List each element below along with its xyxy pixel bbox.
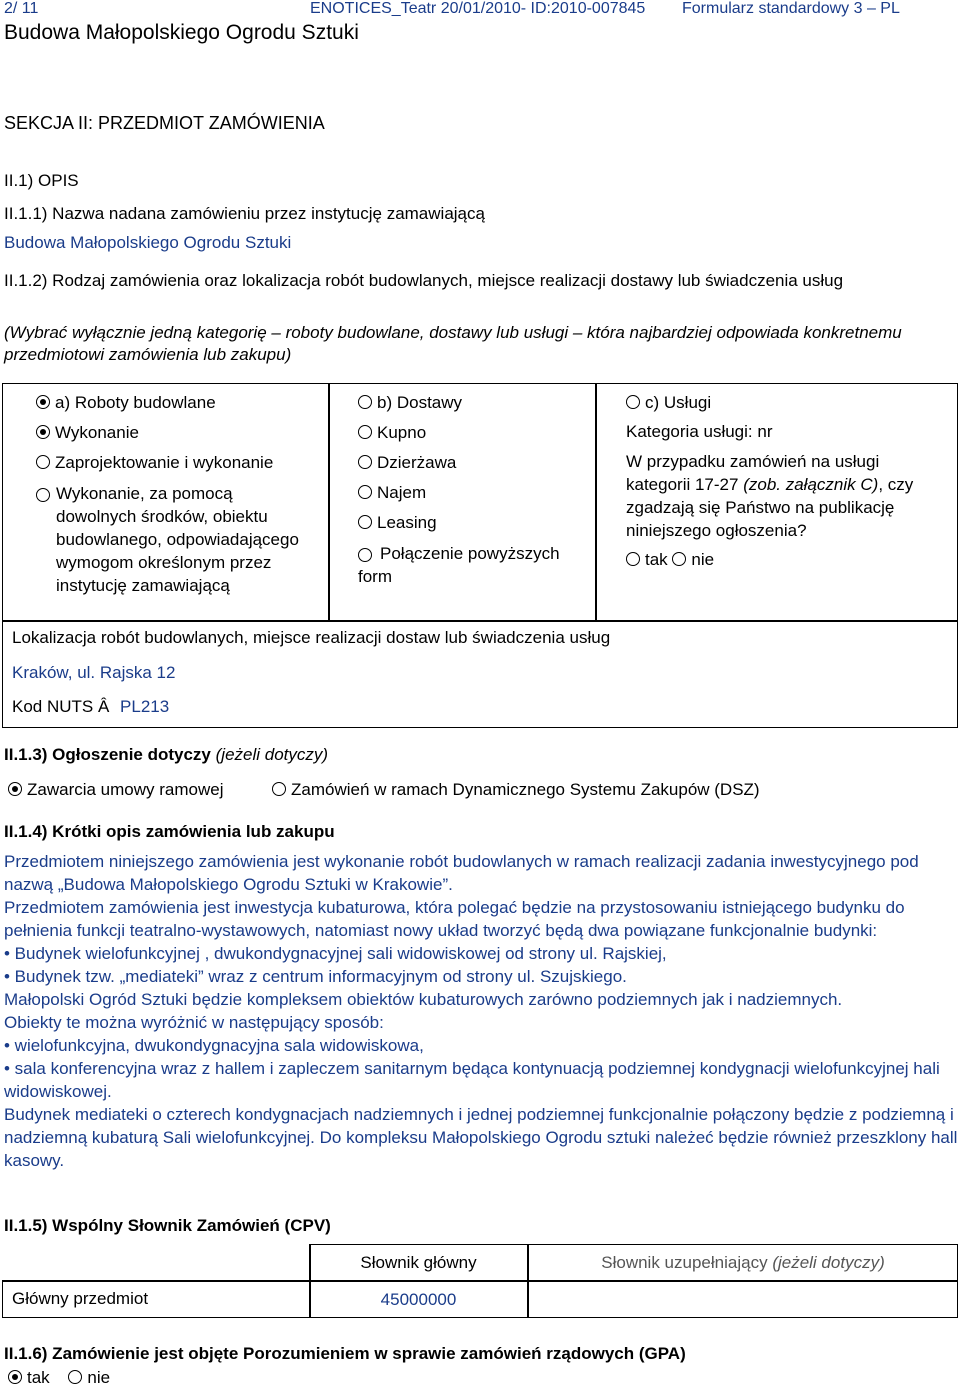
desc-paragraph: Budynek mediateki o czterech kondygnacjach nadziemnych i jednej podziemnej funkcjonalnie połączony będzie z podziemną i nadziemną kubaturą Sali wielofunkcyjnej. Do kompleksu Małopolskiego Ogrodu sztuki należeć będzie również przeszklony hall kasowy. bbox=[4, 1105, 958, 1170]
radio-icon bbox=[272, 782, 286, 796]
works-subopt-3[interactable]: Wykonanie, za pomocą dowolnych środków, obiektu budowlanego, odpowiadającego wymogom określonym przez instytucję zamawiającą bbox=[36, 482, 55, 502]
radio-selected-icon bbox=[8, 1370, 22, 1384]
document-title: Budowa Małopolskiego Ogrodu Sztuki bbox=[4, 21, 359, 44]
services-no-option[interactable]: nie bbox=[672, 550, 714, 569]
page-header bbox=[4, 0, 956, 22]
services-option[interactable] bbox=[626, 392, 711, 414]
q3-label: II.1.3) Ogłoszenie dotyczy (jeżeli dotyczy) bbox=[4, 745, 329, 764]
radio-icon bbox=[358, 395, 372, 409]
radio-icon bbox=[358, 425, 372, 439]
cpv-col-main: Słownik główny bbox=[360, 1253, 477, 1272]
location-value: Kraków, ul. Rajska 12 bbox=[12, 663, 176, 682]
q4-description bbox=[4, 850, 959, 1172]
q4-label: II.1.4) Krótki opis zamówienia lub zakupu bbox=[4, 822, 335, 841]
form-name: Formularz standardowy 3 – PL bbox=[682, 0, 900, 17]
services-yes-option[interactable]: tak bbox=[626, 550, 668, 569]
desc-bullet: • sala konferencyjna wraz z hallem i zapleczem sanitarnym będąca kontynuacją podziemnej kondygnacji wielofunkcyjnej hali widowiskowej. bbox=[4, 1059, 940, 1101]
page-number: 2/ 11 bbox=[4, 0, 39, 17]
radio-icon bbox=[358, 455, 372, 469]
desc-bullet: • wielofunkcyjna, dwukondygnacyjna sala widowiskowa, bbox=[4, 1036, 424, 1055]
radio-icon bbox=[358, 485, 372, 499]
desc-paragraph: Obiekty te można wyróżnić w następujący sposób: bbox=[4, 1013, 384, 1032]
works-subopt-1[interactable]: Wykonanie bbox=[36, 422, 139, 444]
radio-selected-icon bbox=[8, 782, 22, 796]
gpa-no-option[interactable]: nie bbox=[68, 1368, 110, 1387]
works-title: a) Roboty budowlane bbox=[55, 393, 216, 412]
radio-icon bbox=[626, 395, 640, 409]
gpa-yes-option[interactable]: tak bbox=[8, 1368, 50, 1387]
opis-heading: II.1) OPIS bbox=[4, 171, 79, 190]
q2-hint: (Wybrać wyłącznie jedną kategorię – roboty budowlane, dostawy lub usługi – która najbardziej odpowiada konkretnemu przedmiotowi zamówienia lub zakupu) bbox=[4, 323, 902, 364]
radio-icon bbox=[358, 515, 372, 529]
radio-icon bbox=[36, 488, 50, 502]
supplies-option[interactable] bbox=[358, 392, 462, 414]
desc-paragraph: Przedmiotem niniejszego zamówienia jest wykonanie robót budowlanych w ramach realizacji zadania inwestycyjnego pod nazwą „Budowa Małopolskiego Ogrodu Sztuki w Krakowie”. bbox=[4, 852, 919, 894]
radio-icon bbox=[36, 455, 50, 469]
radio-selected-icon bbox=[36, 425, 50, 439]
q6-choice bbox=[8, 1367, 110, 1389]
services-publication-question: W przypadku zamówień na usługi kategorii 17-27 (zob. załącznik C), czy zgadzają się Państwo na publikację niniejszego ogłoszenia? bbox=[626, 452, 914, 540]
cpv-col-supp: Słownik uzupełniający (jeżeli dotyczy) bbox=[601, 1253, 885, 1272]
q6-label: II.1.6) Zamówienie jest objęte Porozumieniem w sprawie zamówień rządowych (GPA) bbox=[4, 1344, 686, 1363]
q1-label: II.1.1) Nazwa nadana zamówieniu przez instytucję zamawiającą bbox=[4, 204, 485, 223]
services-title: c) Usługi bbox=[645, 393, 712, 412]
works-option[interactable] bbox=[36, 392, 216, 414]
section-title: SEKCJA II: PRZEDMIOT ZAMÓWIENIA bbox=[4, 113, 325, 133]
cpv-row-label: Główny przedmiot bbox=[12, 1289, 149, 1308]
radio-icon bbox=[672, 552, 686, 566]
q1-value: Budowa Małopolskiego Ogrodu Sztuki bbox=[4, 233, 292, 252]
supplies-subopt-1[interactable]: Kupno bbox=[358, 422, 426, 444]
desc-paragraph: Przedmiotem zamówienia jest inwestycja kubaturowa, która polegać będzie na przystosowaniu istniejącego budynku do pełnienia funkcji teatralno-wystawowych, natomiast nowy układ tworzyć będą dwa powiązane funkcjonalnie budynki: bbox=[4, 898, 905, 940]
q2-label: II.1.2) Rodzaj zamówienia oraz lokalizacja robót budowlanych, miejsce realizacji dostawy lub świadczenia usług bbox=[4, 271, 844, 290]
radio-selected-icon bbox=[36, 395, 50, 409]
q5-label: II.1.5) Wspólny Słownik Zamówień (CPV) bbox=[4, 1216, 331, 1235]
radio-icon bbox=[68, 1370, 82, 1384]
q3-option-framework[interactable]: Zawarcia umowy ramowej bbox=[8, 779, 224, 801]
services-publication-choice bbox=[626, 549, 714, 571]
works-subopt-2[interactable]: Zaprojektowanie i wykonanie bbox=[36, 452, 273, 474]
radio-icon bbox=[626, 552, 640, 566]
supplies-subopt-4[interactable]: Leasing bbox=[358, 512, 437, 534]
desc-bullet: • Budynek tzw. „mediateki” wraz z centrum informacyjnym od strony ul. Szujskiego. bbox=[4, 967, 627, 986]
notice-id: ENOTICES_Teatr 20/01/2010- ID:2010-007845 bbox=[310, 0, 646, 17]
desc-paragraph: Małopolski Ogród Sztuki będzie kompleksem obiektów kubaturowych zarówno podziemnych jak i nadziemnych. bbox=[4, 990, 843, 1009]
nuts-code: Kod NUTS Â PL213 bbox=[12, 697, 170, 716]
supplies-subopt-5[interactable]: Połączenie powyższych form bbox=[358, 544, 560, 586]
cpv-main-code: 45000000 bbox=[380, 1290, 457, 1309]
q3-option-dps[interactable]: Zamówień w ramach Dynamicznego Systemu Zakupów (DSZ) bbox=[272, 779, 760, 801]
supplies-title: b) Dostawy bbox=[377, 393, 463, 412]
desc-bullet: • Budynek wielofunkcyjnej , dwukondygnacyjnej sali widowiskowej od strony ul. Rajskiej, bbox=[4, 944, 667, 963]
supplies-subopt-3[interactable]: Najem bbox=[358, 482, 426, 504]
supplies-subopt-2[interactable]: Dzierżawa bbox=[358, 452, 456, 474]
location-label: Lokalizacja robót budowlanych, miejsce realizacji dostaw lub świadczenia usług bbox=[12, 628, 611, 647]
service-category-label: Kategoria usługi: nr bbox=[626, 422, 773, 441]
